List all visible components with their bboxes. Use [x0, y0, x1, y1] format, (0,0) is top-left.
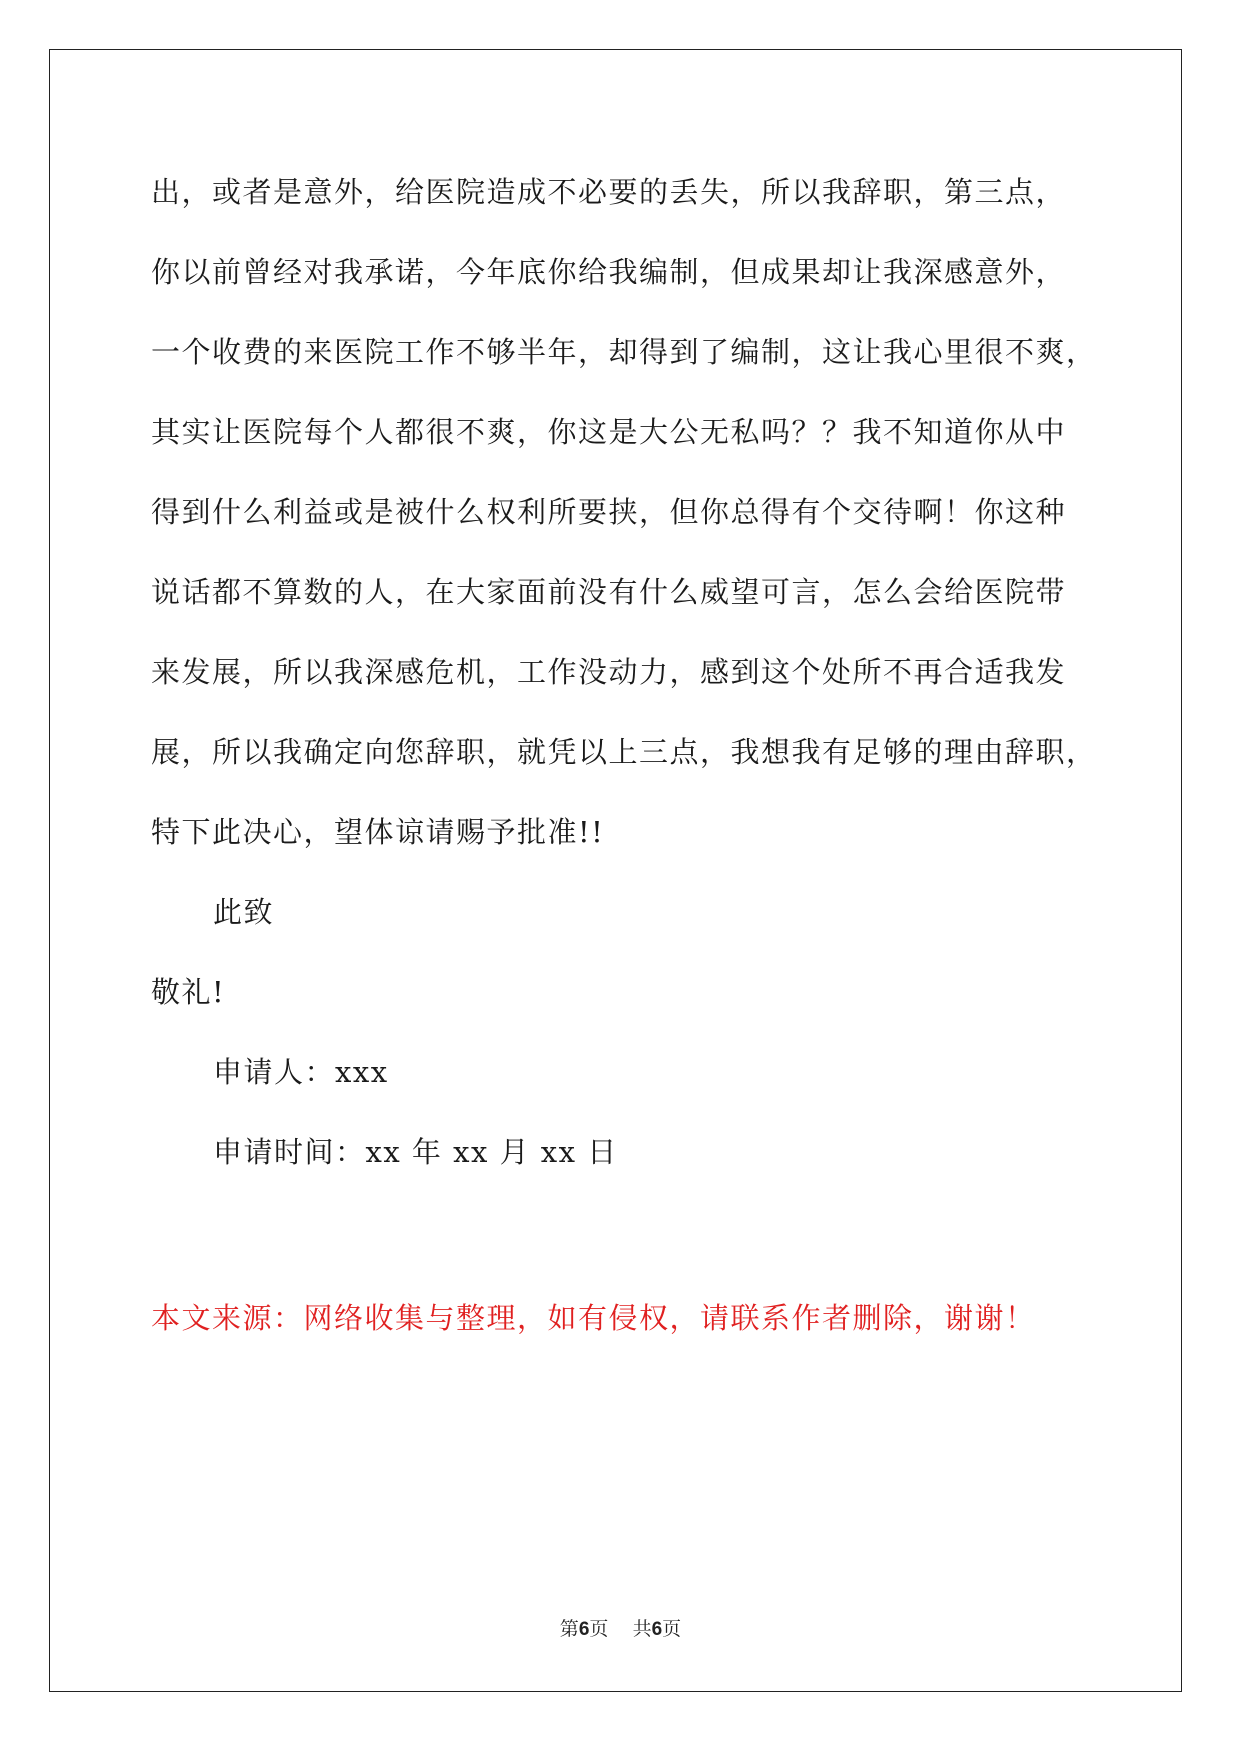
- paragraph-line: 来发展，所以我深感危机，工作没动力，感到这个处所不再合适我发: [151, 655, 1067, 689]
- total-prefix: 共: [632, 1618, 652, 1640]
- date-line: 申请时间：xx 年 xx 月 xx 日: [213, 1135, 618, 1169]
- applicant-line: 申请人：xxx: [213, 1055, 389, 1089]
- paragraph-line: 出，或者是意外，给医院造成不必要的丢失，所以我辞职，第三点，: [151, 175, 1067, 209]
- closing-regards: 敬礼!: [151, 975, 226, 1009]
- paragraph-line: 展，所以我确定向您辞职，就凭以上三点，我想我有足够的理由辞职，: [151, 735, 1097, 769]
- total-suffix: 页: [662, 1618, 682, 1640]
- paragraph-line: 你以前曾经对我承诺，今年底你给我编制，但成果却让我深感意外，: [151, 255, 1067, 289]
- page-footer: [0, 1614, 1241, 1641]
- paragraph-line: 其实让医院每个人都很不爽，你这是大公无私吗？？我不知道你从中: [151, 415, 1067, 449]
- page-suffix: 页: [589, 1618, 609, 1640]
- paragraph-line: 一个收费的来医院工作不够半年，却得到了编制，这让我心里很不爽，: [151, 335, 1097, 369]
- paragraph-line: 说话都不算数的人，在大家面前没有什么威望可言，怎么会给医院带: [151, 575, 1067, 609]
- page-number: 6: [578, 1619, 590, 1640]
- letter-body: [151, 164, 1111, 1204]
- source-note: 本文来源：网络收集与整理，如有侵权，请联系作者删除，谢谢！: [151, 1301, 1036, 1335]
- total-pages: 6: [651, 1619, 663, 1640]
- paragraph-line: 得到什么利益或是被什么权利所要挟，但你总得有个交待啊！你这种: [151, 495, 1067, 529]
- page-prefix: 第: [559, 1618, 579, 1640]
- closing-salutation: 此致: [213, 895, 275, 929]
- paragraph-line: 特下此决心，望体谅请赐予批准!!: [151, 815, 605, 849]
